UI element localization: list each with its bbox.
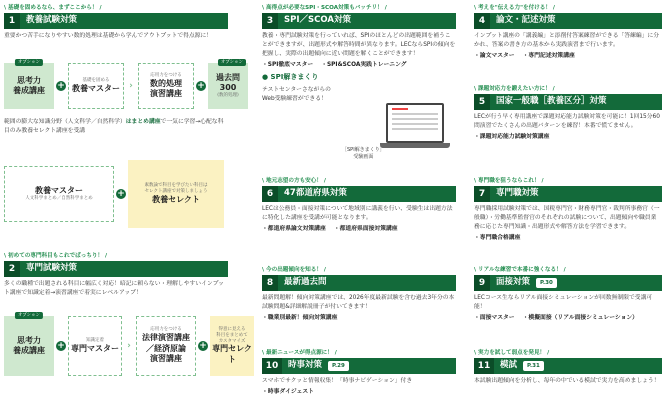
option-badge: オプション: [15, 59, 43, 66]
course-box[interactable]: [128, 160, 224, 228]
section-text: 本試験出題傾向を分析し、毎年の中でいる模試で実力を高めましょう！: [474, 378, 660, 384]
section-number: 3: [262, 13, 278, 29]
section-header: [262, 275, 456, 291]
course-note: 応用力をつける: [150, 72, 182, 78]
section-text: 最新問題解！傾向対策講座では、2026年度最新試験を含む過去3年分の本試験問題&詳細解説冊子が付いてきます！: [262, 295, 455, 310]
course-box[interactable]: [68, 316, 122, 376]
section-title: 国家一般職［教養区分］対策: [496, 96, 607, 107]
bullet-item: ・時事ダイジェスト: [262, 388, 314, 395]
course-name: 数的処理 演習講座: [150, 78, 182, 98]
section-tag: \ 最新ニュースが得点源に！ /: [262, 348, 456, 358]
course-box[interactable]: [208, 60, 248, 109]
section-6: [262, 176, 456, 233]
bullet-item: ・面接マスター: [474, 314, 515, 321]
course-flow-2: [4, 313, 254, 376]
section-number: 10: [262, 358, 282, 374]
course-note: 知識定着: [86, 337, 104, 343]
section-8: [262, 265, 456, 322]
section-header: [262, 358, 456, 374]
section-number: 8: [262, 275, 278, 291]
section-9: [474, 265, 662, 322]
section-text: スマホでサクッと情報収集！「時事ナビゲーション」付き: [262, 378, 413, 384]
section-number: 4: [474, 13, 490, 29]
bullet-list: [474, 234, 662, 242]
section-header: [4, 13, 228, 29]
section-1: [4, 3, 228, 41]
plus-icon: +: [197, 80, 205, 91]
section-5: [474, 84, 662, 141]
section-title: SPI／SCOA対策: [284, 15, 351, 26]
course-name: 過去問300: [216, 72, 240, 93]
course-name: 思考力 養成講座: [13, 75, 45, 95]
bullet-list: [474, 314, 662, 322]
course-note: 素数論で科目を学びたい科目は セレクト講座で対策しましょう: [144, 182, 208, 194]
section-text: LECが行う早く専用講座で課題対応能力試験対策を可能に！1回15分60問演習でたくさんの出題パターンを練習！本番で慌てません。: [474, 114, 660, 129]
course-name: 専門マスター: [71, 343, 119, 353]
section-title: 専門職対策: [496, 188, 539, 199]
section-text: インプット講座の「講義編」と添削付答案練習ができる「答練編」に分かれ、答案の書き方の基本から実践演習まで行います。: [474, 33, 660, 48]
plus-icon: +: [199, 340, 207, 351]
section-text: 重要かつ苦手になりやすい数的処理は基礎から学んでアウトプットで得点源に！: [4, 33, 213, 39]
course-flow-1b: [4, 160, 224, 228]
bullet-item: ・SPI徹底マスター: [262, 61, 314, 68]
bullet-item: ・課題対応能力試験対策講座: [474, 133, 550, 140]
course-note: 人文科学まとめ／自然科学まとめ: [25, 196, 93, 202]
section-text: 教養・専門試験対策を行っていれば、SPIのほとんどの出題範囲を補うことができますが、出題形式や解答時間が異なります。LECならSPIの傾向を把握し、実際の出題傾向に近い問題を解くことができます！: [262, 33, 456, 57]
bullet-item: ・職業別最新！傾向対策講座: [262, 314, 338, 321]
bullet-item: ・模擬面接（リアル面接シミュレーション）: [522, 314, 638, 321]
bullet-item: ・専門記述対策講座: [522, 52, 575, 59]
section-number: 7: [474, 186, 490, 202]
section-text: LECは公務員・面接対策について地域別に講義を行い、受験生は出題方法に特化した講座を受講が可能となります。: [262, 206, 453, 221]
text-part: 範囲の膨大な知識分野（人文科学／自然科学）: [4, 119, 126, 125]
text-highlight: はまとめ講座: [125, 119, 161, 125]
spi-subtext: テストセンターさながらの Web受験練習ができる！: [262, 86, 331, 102]
section-text: LECコース生ならリアル面接シミュレーションが回数無制限で受講可能！: [474, 295, 653, 310]
bullet-item: ・SPI&SCOA実践トレーニング: [321, 61, 407, 68]
plus-icon: +: [57, 80, 65, 91]
course-box[interactable]: [210, 316, 254, 376]
section-tag: \ 高得点が必要なSPI・SCOA対策もバッチリ！ /: [262, 3, 456, 13]
section-2: [4, 251, 228, 298]
course-name: 法律演習講座 ／経済原論 演習講座: [142, 333, 190, 364]
bullet-list: [262, 388, 456, 396]
bullet-list: [262, 61, 456, 69]
section-text: 多くの職種で出題される科目に幅広く対応！暗記に頼らない・理解しやすいインプット講座で知識定着→演習講座で着実にレベルアップ！: [4, 281, 224, 296]
section-title: 模試: [500, 360, 518, 371]
bullet-list: [474, 52, 662, 60]
section-tag: \ 実力を試して弱点を発見！ /: [474, 348, 662, 358]
course-flow-1: [4, 61, 248, 111]
course-note: 基礎を固める: [82, 77, 110, 83]
course-box[interactable]: [4, 60, 54, 109]
laptop-illustration: [380, 103, 450, 153]
course-box[interactable]: [138, 63, 194, 109]
section-3: [262, 3, 456, 104]
section-header: [474, 358, 662, 374]
spi-subheading: ● SPI解きまくり: [262, 73, 319, 82]
section-title: 47都道府県対策: [284, 188, 347, 199]
option-badge: オプション: [218, 59, 246, 66]
bullet-item: ・都道府県論文対策講座: [262, 225, 326, 232]
section-7: [474, 176, 662, 242]
laptop-caption: ［SPI解きまくり］ 受験画面: [342, 147, 385, 160]
section-number: 1: [4, 13, 20, 29]
section-title: 面接対策: [496, 277, 531, 288]
course-note: 得意に見える 科目をまとめて カスタマイズ: [216, 326, 248, 344]
section-1-text2: [4, 115, 228, 136]
section-number: 6: [262, 186, 278, 202]
course-box[interactable]: [4, 313, 54, 376]
section-header: [474, 13, 662, 29]
section-text: 専門職採用試験対策では、国税専門官・財務専門官・裁判所事務官（一般職）・労働基準監督官のそれぞれの試験について、出題傾向や職員業務に応じた専門知識・出題形式や解答方法を学習できます。: [474, 206, 660, 230]
section-tag: \ リアルな練習で本番に強くなる！ /: [474, 265, 662, 275]
course-name: 教養マスター: [35, 185, 83, 195]
course-box[interactable]: [136, 316, 196, 376]
course-name: 教養マスター: [72, 83, 120, 93]
arrow-right-icon: ›: [129, 80, 133, 91]
section-tag: \ 課題対応力を鍛えたい方に！ /: [474, 84, 662, 94]
plus-icon: +: [117, 188, 125, 199]
section-number: 5: [474, 94, 490, 110]
bullet-list: [262, 314, 456, 322]
page-badge[interactable]: P.31: [523, 361, 544, 371]
section-title: 時事対策: [288, 360, 323, 371]
section-tag: \ 初めての専門科目もこれでばっちり！ /: [4, 251, 228, 261]
section-title: 最新過去問: [284, 277, 327, 288]
course-note: (数的処理): [217, 93, 239, 99]
section-header: [474, 275, 662, 291]
course-note: 応用力をつける: [150, 327, 182, 333]
option-badge: オプション: [15, 312, 43, 319]
arrow-right-icon: ›: [127, 340, 131, 351]
bullet-item: ・専門職合格講座: [474, 234, 521, 241]
section-10: [262, 348, 456, 396]
bullet-item: ・都道府県面接対策講座: [333, 225, 398, 232]
section-title: 専門試験対策: [26, 263, 78, 274]
bullet-list: [262, 225, 456, 233]
course-box[interactable]: [68, 63, 124, 109]
section-tag: \ 考えを"伝える力"を付ける！ /: [474, 3, 662, 13]
page-badge[interactable]: P.30: [536, 278, 557, 288]
section-4: [474, 3, 662, 60]
section-header: [262, 13, 456, 29]
plus-icon: +: [57, 340, 65, 351]
section-11: [474, 348, 662, 386]
section-number: 11: [474, 358, 494, 374]
section-header: [262, 186, 456, 202]
section-header: [474, 94, 662, 110]
section-title: 教養試験対策: [26, 15, 78, 26]
page-badge[interactable]: P.29: [328, 361, 349, 371]
course-name: 教養セレクト: [152, 194, 200, 204]
course-name: 専門セレクト: [212, 344, 252, 364]
course-box[interactable]: [4, 166, 114, 222]
section-number: 2: [4, 261, 20, 277]
section-tag: \ 今の出題傾向を知る！ /: [262, 265, 456, 275]
section-header: [4, 261, 228, 277]
text-part: で一気に学習→心配な科目のみ教養セレクト講座を受講: [4, 119, 224, 134]
section-tag: \ 専門職を狙うならこれ！ /: [474, 176, 662, 186]
section-header: [474, 186, 662, 202]
course-name: 思考力 養成講座: [13, 335, 45, 355]
bullet-item: ・論文マスター: [474, 52, 515, 59]
section-title: 論文・記述対策: [496, 15, 556, 26]
section-number: 9: [474, 275, 490, 291]
bullet-list: [474, 133, 662, 141]
section-tag: \ 基礎を固めるなら、まずここから！ /: [4, 3, 228, 13]
section-tag: \ 地元志望の方も安心！ /: [262, 176, 456, 186]
